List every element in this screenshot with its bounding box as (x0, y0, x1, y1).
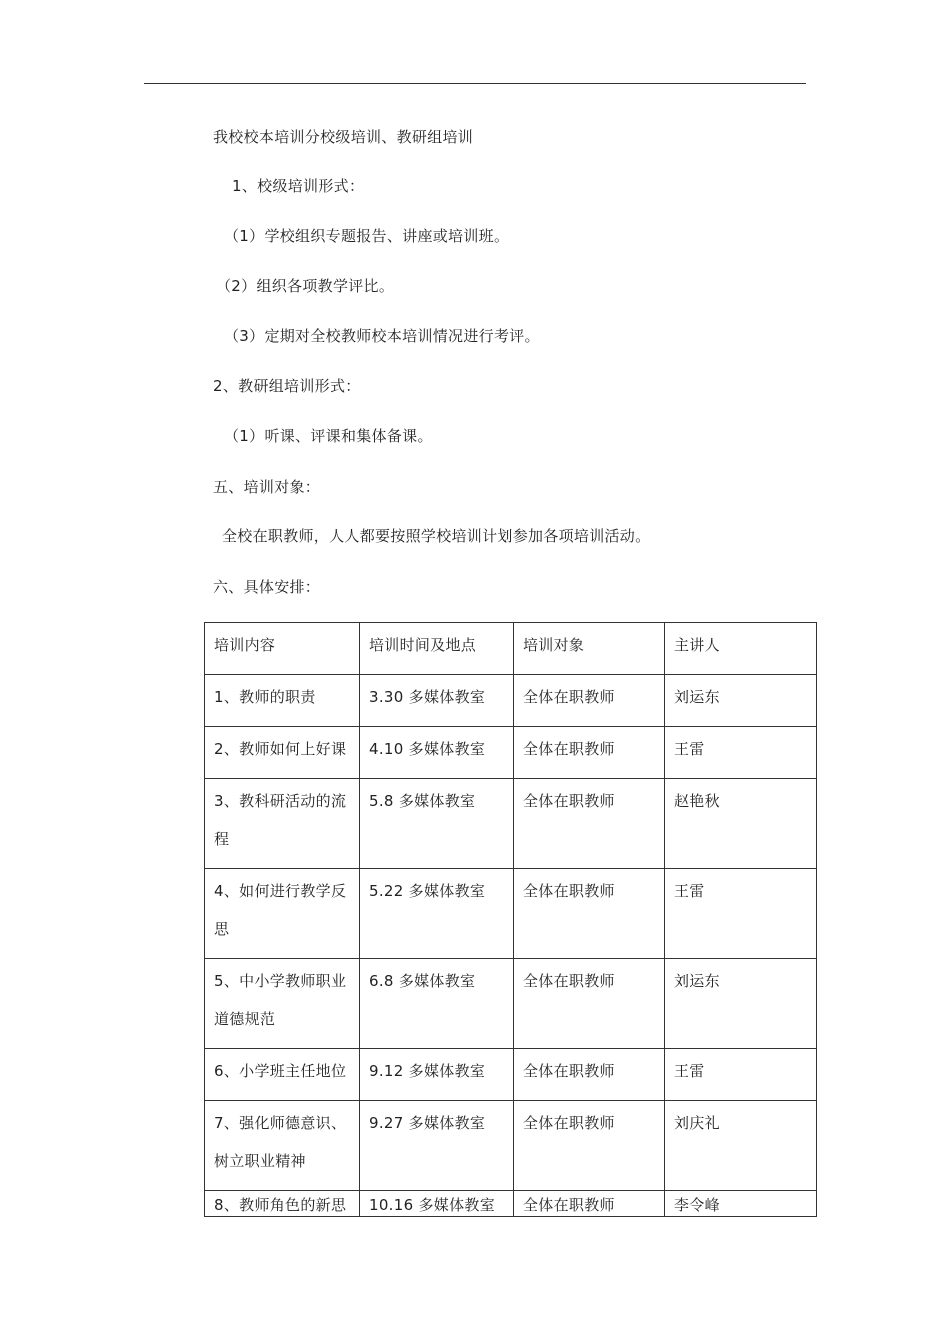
cell-time-place: 10.16 多媒体教室 (360, 1191, 514, 1217)
cell-time-place: 6.8 多媒体教室 (360, 959, 514, 1049)
cell-audience: 全体在职教师 (514, 675, 665, 727)
school-training-item-3: （3）定期对全校教师校本培训情况进行考评。 (224, 327, 540, 345)
table-row (205, 675, 817, 727)
cell-speaker: 李令峰 (665, 1191, 817, 1217)
cell-time-place: 9.12 多媒体教室 (360, 1049, 514, 1101)
intro-paragraph: 我校校本培训分校级培训、教研组培训 (213, 128, 474, 146)
section-5-heading: 五、培训对象： (213, 478, 321, 496)
group-training-heading: 2、教研组培训形式： (213, 377, 361, 395)
header-cell-audience: 培训对象 (514, 623, 665, 675)
cell-speaker: 刘庆礼 (665, 1101, 817, 1191)
table-row (205, 1191, 817, 1217)
header-cell-time-place: 培训时间及地点 (360, 623, 514, 675)
cell-speaker: 刘运东 (665, 959, 817, 1049)
cell-content: 3、教科研活动的流程 (205, 779, 360, 869)
cell-time-place: 5.22 多媒体教室 (360, 869, 514, 959)
cell-audience: 全体在职教师 (514, 779, 665, 869)
cell-content: 8、教师角色的新思 (205, 1191, 360, 1217)
school-training-heading: 1、校级培训形式： (232, 177, 365, 195)
cell-time-place: 5.8 多媒体教室 (360, 779, 514, 869)
cell-content: 2、教师如何上好课 (205, 727, 360, 779)
section-6-heading: 六、具体安排： (213, 578, 321, 596)
header-rule (144, 83, 806, 84)
school-training-item-2: （2）组织各项教学评比。 (216, 277, 395, 295)
cell-content: 6、小学班主任地位 (205, 1049, 360, 1101)
cell-content: 7、强化师德意识、树立职业精神 (205, 1101, 360, 1191)
header-cell-speaker: 主讲人 (665, 623, 817, 675)
cell-content: 4、如何进行教学反思 (205, 869, 360, 959)
cell-time-place: 3.30 多媒体教室 (360, 675, 514, 727)
table-row (205, 779, 817, 869)
cell-speaker: 赵艳秋 (665, 779, 817, 869)
cell-audience: 全体在职教师 (514, 869, 665, 959)
section-5-body: 全校在职教师，人人都要按照学校培训计划参加各项培训活动。 (222, 527, 651, 545)
table-row (205, 1101, 817, 1191)
cell-speaker: 王雷 (665, 727, 817, 779)
table-row (205, 1049, 817, 1101)
cell-audience: 全体在职教师 (514, 959, 665, 1049)
cell-audience: 全体在职教师 (514, 1101, 665, 1191)
cell-speaker: 刘运东 (665, 675, 817, 727)
cell-time-place: 9.27 多媒体教室 (360, 1101, 514, 1191)
schedule-table (204, 622, 817, 1217)
table-header-row (205, 623, 817, 675)
cell-content: 5、中小学教师职业道德规范 (205, 959, 360, 1049)
cell-audience: 全体在职教师 (514, 1191, 665, 1217)
cell-speaker: 王雷 (665, 869, 817, 959)
table-row (205, 869, 817, 959)
header-cell-content: 培训内容 (205, 623, 360, 675)
cell-content: 1、教师的职责 (205, 675, 360, 727)
cell-audience: 全体在职教师 (514, 727, 665, 779)
cell-time-place: 4.10 多媒体教室 (360, 727, 514, 779)
group-training-item-1: （1）听课、评课和集体备课。 (224, 427, 433, 445)
school-training-item-1: （1）学校组织专题报告、讲座或培训班。 (224, 227, 510, 245)
cell-speaker: 王雷 (665, 1049, 817, 1101)
cell-audience: 全体在职教师 (514, 1049, 665, 1101)
table-row (205, 959, 817, 1049)
table-row (205, 727, 817, 779)
